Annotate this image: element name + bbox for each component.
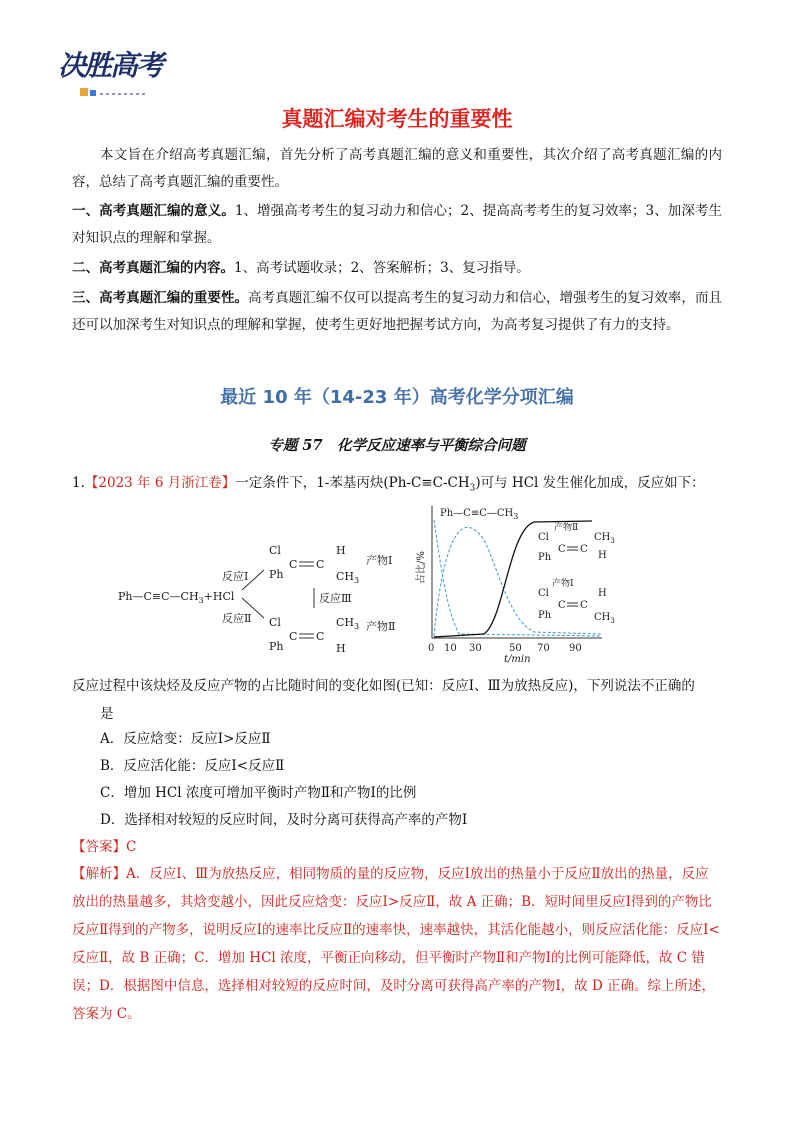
- question-stem: [72, 472, 705, 500]
- svg-text:H: H: [598, 550, 607, 561]
- logo-text: 决胜高考: [58, 49, 163, 82]
- svg-text:C: C: [558, 600, 566, 611]
- section-2-heading: 二、高考真题汇编的内容。: [72, 260, 234, 276]
- svg-text:Cl: Cl: [538, 588, 549, 599]
- x-tick-50: 50: [509, 643, 522, 654]
- product-1-curve: [434, 527, 602, 636]
- product-2-structure: [269, 616, 395, 655]
- svg-text:H: H: [336, 642, 346, 655]
- topic-heading: 专题 57 化学反应速率与平衡综合问题: [268, 437, 526, 454]
- label-reaction-3: 反应Ⅲ: [319, 592, 352, 605]
- svg-text:Ph: Ph: [269, 568, 284, 581]
- product-1-label: 产物Ⅰ: [366, 554, 393, 567]
- section-2-body: 1、高考试题收录；2、答案解析；3、复习指导。: [234, 260, 530, 276]
- x-tick-90: 90: [569, 643, 582, 654]
- svg-text:Cl: Cl: [269, 544, 281, 557]
- x-tick-70: 70: [537, 643, 550, 654]
- product-2-label: 产物Ⅱ: [366, 620, 396, 633]
- option-d: D．选择相对较短的反应时间，及时分离可获得高产率的产物Ⅰ: [100, 812, 468, 828]
- section-1-body: 1、增强高考考生的复习动力和信心；2、提高高考考生的复习效率；3、加深考生对知识点的理解和掌握。: [72, 203, 722, 246]
- x-axis-label: t/min: [504, 654, 531, 665]
- x-tick-0: 0: [428, 643, 435, 654]
- option-b: B．反应活化能：反应Ⅰ<反应Ⅱ: [100, 758, 285, 774]
- question-stem-a: 一定条件下，1-苯基丙炔(Ph-C≡C-CH: [235, 475, 470, 491]
- intro-paragraph: 本文旨在介绍高考真题汇编，首先分析了高考真题汇编的意义和重要性，其次介绍了高考真题汇编的内容，总结了高考真题汇编的重要性。: [72, 147, 722, 190]
- reaction-figure: [114, 500, 614, 668]
- question-stem-b: )可与 HCl 发生催化加成，反应如下：: [475, 475, 705, 491]
- section-2: [72, 255, 722, 282]
- question-continuation: [72, 672, 722, 728]
- section-3-heading: 三、高考真题汇编的重要性。: [72, 290, 249, 306]
- svg-text:C: C: [316, 558, 325, 571]
- label-reaction-1: 反应Ⅰ: [222, 570, 249, 583]
- analysis-heading: 【解析】: [72, 866, 126, 882]
- product-1-structure: [269, 544, 392, 585]
- section-1: [72, 198, 722, 251]
- svg-text:CH3: $CH_3$: [594, 612, 615, 625]
- section-3: [72, 285, 722, 338]
- svg-text:H: H: [336, 544, 346, 557]
- label-reaction-2: 反应Ⅱ: [222, 612, 252, 625]
- svg-text:CH3: $CH_3$: [594, 532, 615, 545]
- graph-product-2-structure: [538, 521, 615, 563]
- kinetics-graph: [414, 506, 615, 665]
- analysis-text: A．反应Ⅰ、Ⅲ为放热反应，相同物质的量的反应物，反应Ⅰ放出的热量小于反应Ⅱ放出的热量，反应放出的热量越多，其焓变越小，因此反应焓变：反应Ⅰ>反应Ⅱ，故 A 正确；B．短时间里反应Ⅰ得到的产物比反应Ⅱ得到的产物多，说明反应Ⅰ的速率比反应Ⅱ的速率快，速率越快，其活化能越小，则反应活化能：反应Ⅰ<反应Ⅱ，故 B 正确；C．增加 HCl 浓度，平衡正向移动，但平衡时产物Ⅱ和产物Ⅰ的比例可能降低，故 C 错误；D．根据图中信息，选择相对较短的反应时间，及时分离可获得高产率的产物Ⅰ，故 D 正确。综上所述，答案为 C。: [72, 866, 720, 1022]
- svg-text:C: C: [289, 558, 298, 571]
- option-c: C．增加 HCl 浓度可增加平衡时产物Ⅱ和产物Ⅰ的比例: [100, 785, 417, 801]
- svg-text:Cl: Cl: [538, 532, 549, 543]
- x-tick-10: 10: [444, 643, 457, 654]
- svg-text:CH3: $CH_3$: [336, 616, 360, 631]
- answer: 【答案】C: [72, 839, 137, 855]
- reactant-curve-label: $Ph—C\equiv C—CH_3$: [440, 508, 519, 521]
- question-number: 1.: [72, 475, 85, 491]
- graph-product-1-label: 产物Ⅰ: [552, 579, 574, 589]
- question-continuation-a: 反应过程中该炔烃及反应产物的占比随时间的变化如图(已知：反应Ⅰ、Ⅲ为放热反应)，下列说法不正确的: [72, 678, 695, 694]
- svg-text:Cl: Cl: [269, 616, 281, 629]
- y-axis-label: 占比/%: [416, 551, 427, 584]
- svg-text:C: C: [558, 544, 566, 555]
- svg-text:C: C: [580, 600, 588, 611]
- section-1-heading: 一、高考真题汇编的意义。: [72, 203, 235, 219]
- analysis: [72, 860, 722, 1028]
- svg-text:Ph: Ph: [269, 640, 284, 653]
- page-title: 真题汇编对考生的重要性: [281, 107, 513, 131]
- svg-text:Ph: Ph: [538, 610, 552, 621]
- graph-product-1-structure: [538, 577, 615, 625]
- question-stem-sub: 3: [469, 483, 476, 494]
- logo-decoration-icon: [80, 84, 150, 98]
- x-tick-30: 30: [469, 643, 482, 654]
- svg-text:CH3: $CH_3$: [336, 570, 360, 585]
- svg-text:C: C: [316, 630, 325, 643]
- svg-text:C: C: [580, 544, 588, 555]
- reactant-curve: [434, 520, 602, 636]
- option-a: A．反应焓变：反应Ⅰ>反应Ⅱ: [100, 731, 271, 747]
- reactant-formula: $Ph—C\equiv C—CH_3+HCl$: [118, 590, 235, 605]
- section-3-body: 高考真题汇编不仅可以提高考生的复习动力和信心，增强考生的复习效率，而且还可以加深考生对知识点的理解和掌握，使考生更好地把握考试方向，为高考复习提供了有力的支持。: [72, 290, 723, 333]
- collection-subtitle: 最近 10 年（14-23 年）高考化学分项汇编: [220, 387, 574, 408]
- question-continuation-b: 是: [100, 706, 114, 722]
- svg-text:Ph: Ph: [538, 552, 552, 563]
- reaction-scheme: [118, 544, 395, 655]
- logo: [58, 44, 166, 108]
- graph-product-2-label: 产物Ⅱ: [554, 523, 579, 533]
- question-source: 【2023 年 6 月浙江卷】: [84, 475, 236, 491]
- svg-text:C: C: [289, 630, 298, 643]
- svg-text:H: H: [598, 588, 607, 599]
